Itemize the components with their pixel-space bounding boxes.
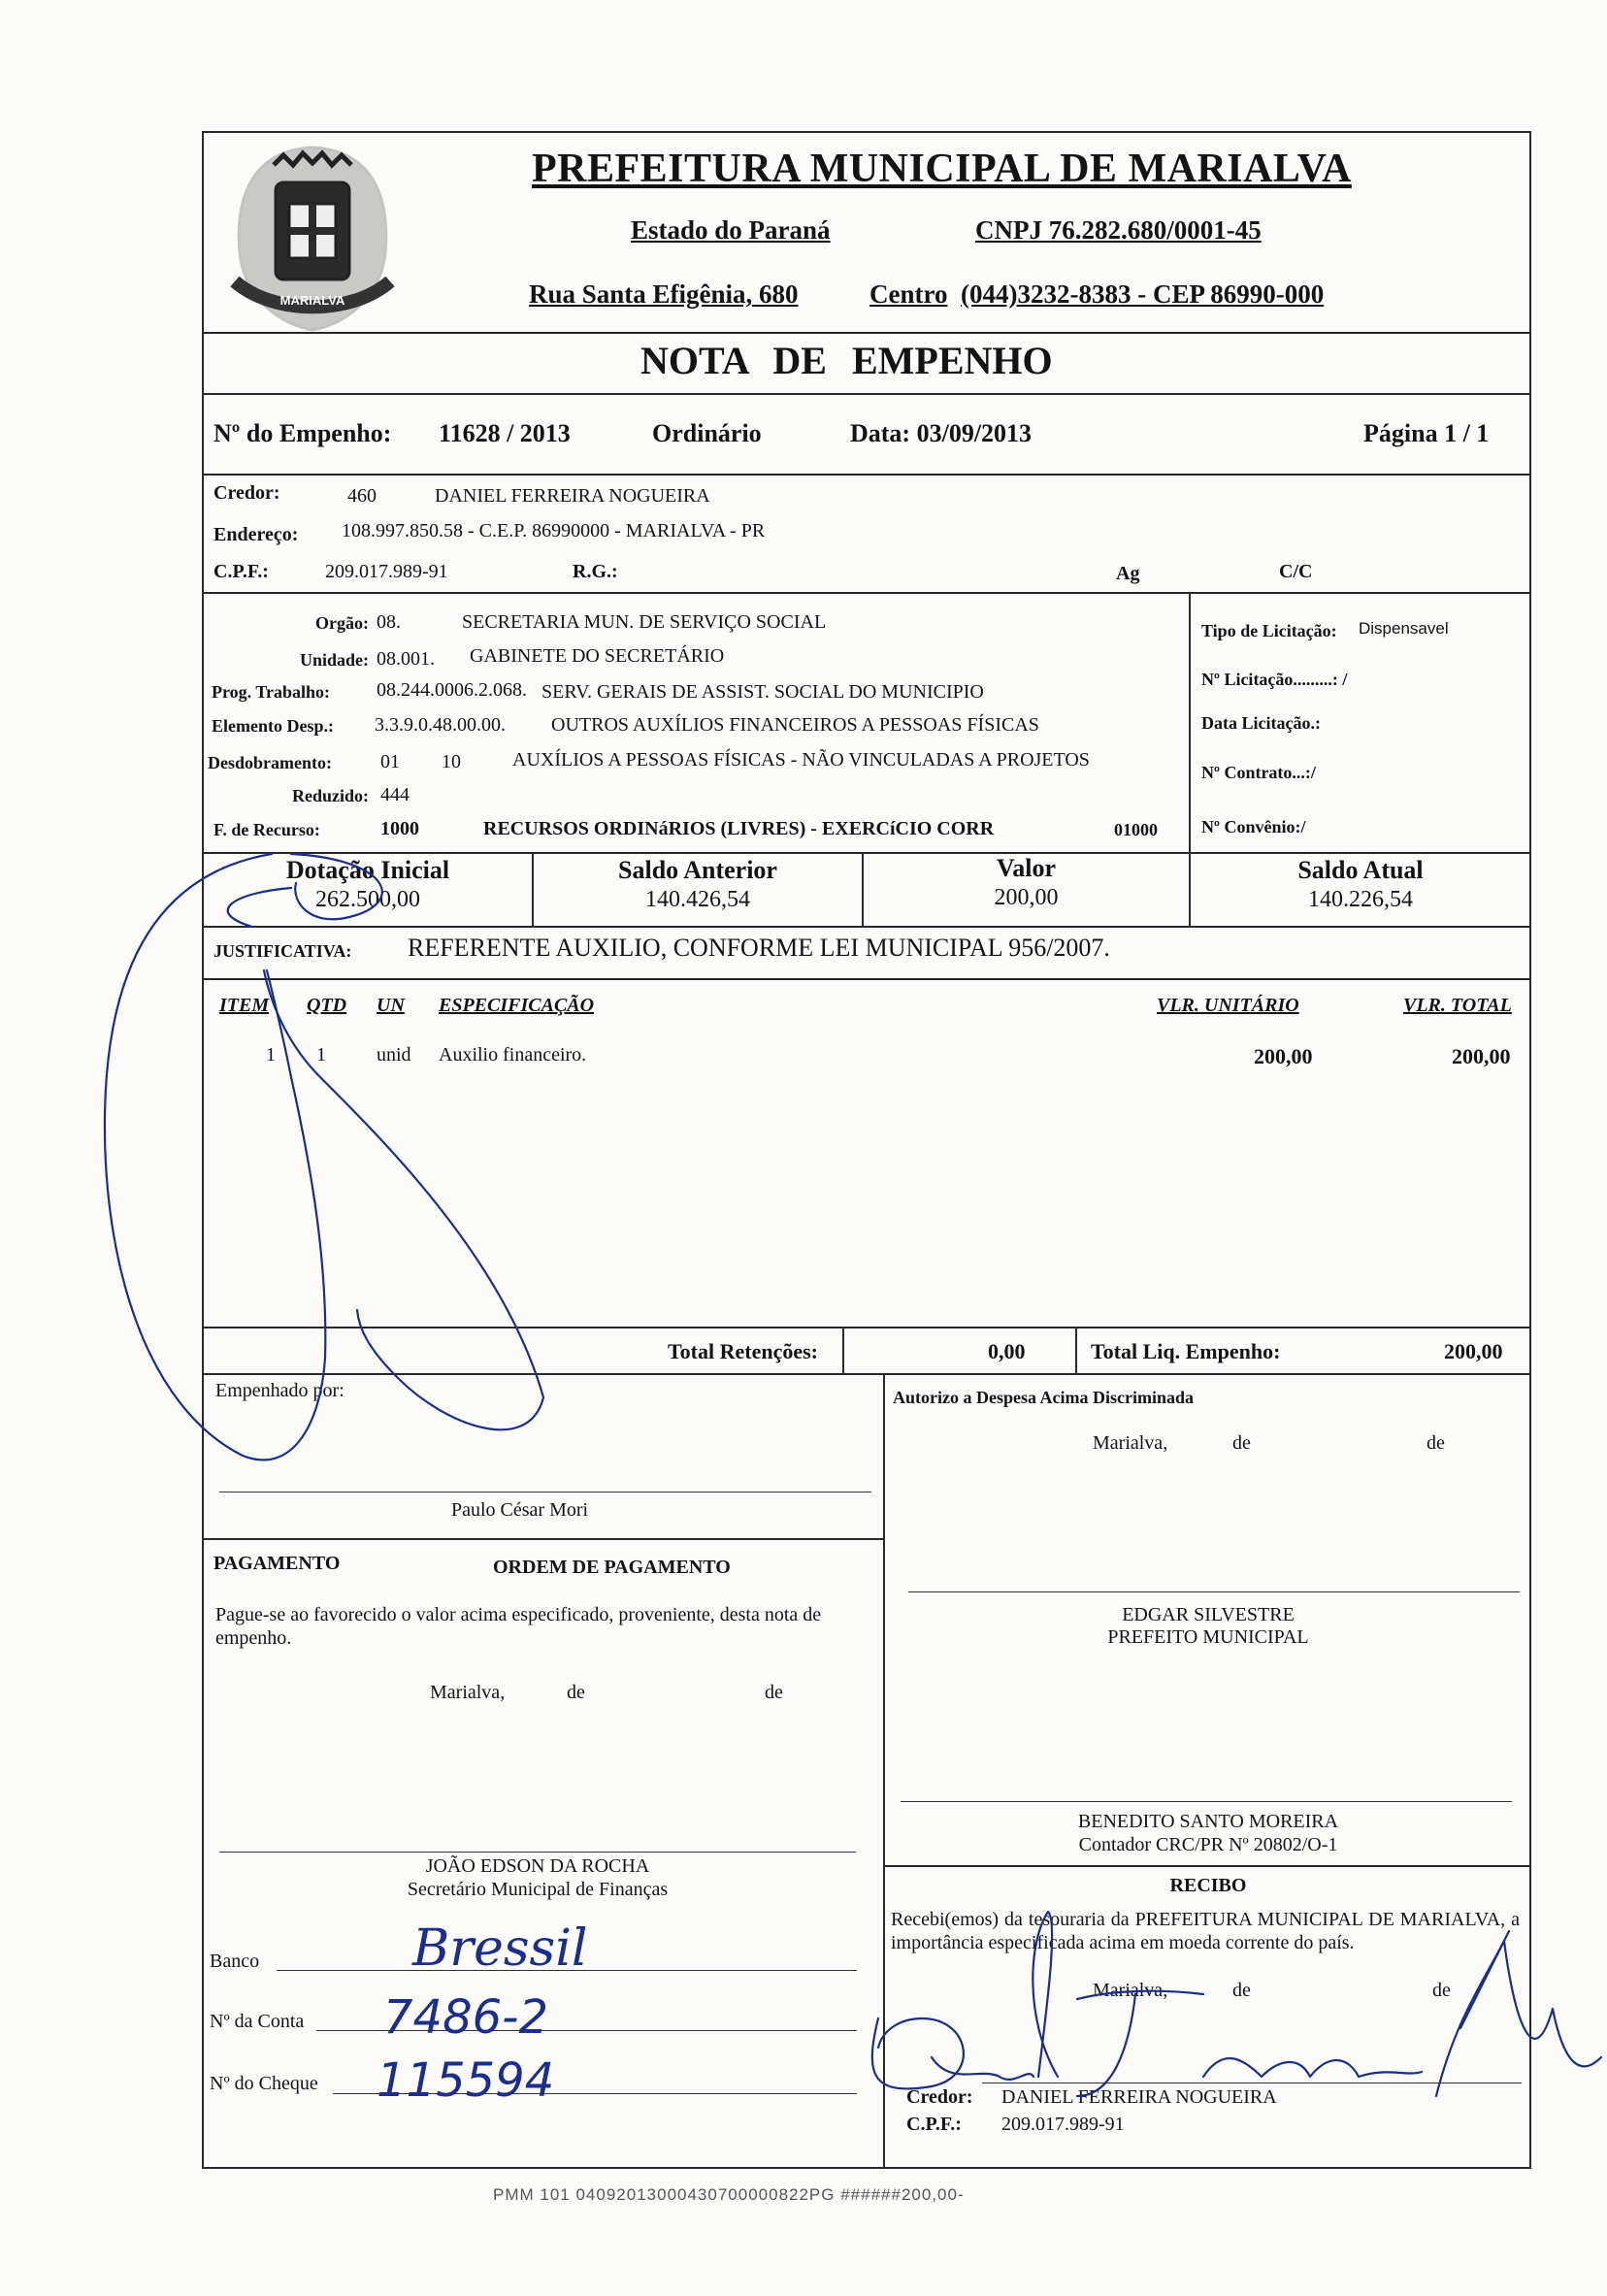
credor-nome: DANIEL FERREIRA NOGUEIRA — [435, 485, 710, 507]
recibo-de1: de — [1232, 1980, 1251, 2001]
valor: 200,00 — [994, 885, 1059, 910]
seal-text: MARIALVA — [279, 293, 345, 308]
cc-label: C/C — [1279, 561, 1313, 582]
pagamento-de2: de — [765, 1682, 783, 1703]
recurso: RECURSOS ORDINáRIOS (LIVRES) - EXERCíCIO CORR — [483, 818, 995, 839]
recurso-label: F. de Recurso: — [213, 820, 320, 839]
empenhado-nome: Paulo César Mori — [451, 1499, 589, 1521]
total-liq: 200,00 — [1444, 1339, 1503, 1363]
row-qtd: 1 — [316, 1044, 326, 1066]
recibo-credor-label: Credor: — [906, 2086, 973, 2108]
desdob: AUXÍLIOS A PESSOAS FÍSICAS - NÃO VINCULADAS A PROJETOS — [512, 749, 1090, 771]
justificativa-text: REFERENTE AUXILIO, CONFORME LEI MUNICIPAL 956/2007. — [408, 934, 1110, 962]
ordem-pagamento: ORDEM DE PAGAMENTO — [493, 1557, 731, 1578]
autorizo-de2: de — [1427, 1432, 1445, 1454]
total-retencoes-label: Total Retenções: — [668, 1339, 818, 1363]
data-licitacao: Data Licitação.: — [1201, 713, 1321, 733]
elemento: OUTROS AUXÍLIOS FINANCEIROS A PESSOAS FÍSICAS — [551, 714, 1039, 736]
prefeitura-title: PREFEITURA MUNICIPAL DE MARIALVA — [532, 147, 1352, 191]
banco-label: Banco — [210, 1951, 260, 1972]
recurso-cod: 1000 — [380, 818, 419, 839]
pagamento-de1: de — [567, 1682, 585, 1703]
recibo-cpf-label: C.P.F.: — [906, 2114, 962, 2135]
credor-cpf: 209.017.989-91 — [325, 561, 448, 582]
address: Rua Santa Efigênia, 680 — [529, 279, 799, 309]
pagamento-label: PAGAMENTO — [213, 1553, 341, 1574]
row-vlr-total: 200,00 — [1452, 1044, 1511, 1068]
handwritten-cheque: 115594 — [377, 2053, 555, 2108]
autorizo-local: Marialva, — [1093, 1432, 1168, 1454]
conta-label: Nº da Conta — [210, 2011, 305, 2032]
saldo-anterior: 140.426,54 — [645, 887, 750, 912]
total-liq-label: Total Liq. Empenho: — [1091, 1339, 1281, 1363]
col-especificacao: ESPECIFICAÇÃO — [439, 995, 595, 1016]
saldo-atual: 140.226,54 — [1308, 887, 1413, 912]
row-especificacao: Auxilio financeiro. — [439, 1044, 587, 1066]
prefeito-cargo: PREFEITO MUNICIPAL — [1107, 1626, 1309, 1648]
estado: Estado do Paraná — [631, 215, 831, 245]
col-qtd: QTD — [307, 995, 347, 1016]
endereco-label: Endereço: — [213, 524, 299, 545]
contador-cargo: Contador CRC/PR Nº 20802/O-1 — [1078, 1834, 1338, 1855]
prog-label: Prog. Trabalho: — [212, 682, 331, 702]
numero-contrato: Nº Contrato...:/ — [1201, 763, 1316, 782]
numero-convenio: Nº Convênio:/ — [1201, 817, 1306, 836]
empenho-number: 11628 / 2013 — [439, 419, 571, 447]
credor-endereco: 108.997.850.58 - C.E.P. 86990000 - MARIALVA - PR — [342, 520, 766, 541]
autorizo-de1: de — [1232, 1432, 1251, 1454]
row-item: 1 — [266, 1044, 276, 1066]
recibo-label: RECIBO — [1169, 1875, 1247, 1896]
tipo-licitacao: Dispensavel — [1359, 619, 1449, 638]
recibo-local: Marialva, — [1093, 1980, 1168, 2001]
unidade-cod: 08.001. — [377, 648, 435, 670]
cpf-label: C.P.F.: — [213, 561, 269, 582]
prefeito-nome: EDGAR SILVESTRE — [1122, 1604, 1295, 1625]
reduzido: 444 — [380, 784, 410, 805]
phone-cep: (044)3232-8383 - CEP 86990-000 — [961, 279, 1325, 309]
elemento-cod: 3.3.9.0.48.00.00. — [375, 714, 506, 736]
orgao-cod: 08. — [377, 611, 401, 633]
col-item: ITEM — [219, 995, 270, 1016]
doc-title: NOTA DE EMPENHO — [640, 339, 1053, 382]
handwritten-banco: Bressil — [412, 1919, 588, 1978]
orgao-label: Orgão: — [315, 613, 369, 633]
desdob-cod1: 01 — [380, 751, 400, 772]
recibo-credor: DANIEL FERREIRA NOGUEIRA — [1001, 2086, 1277, 2108]
empenho-tipo: Ordinário — [652, 419, 762, 447]
dotacao-inicial-label: Dotação Inicial — [285, 856, 450, 884]
empenho-label: Nº do Empenho: — [213, 419, 392, 447]
row-un: unid — [377, 1044, 411, 1066]
pagamento-local: Marialva, — [430, 1682, 506, 1703]
recibo-cpf: 209.017.989-91 — [1001, 2114, 1125, 2135]
elemento-label: Elemento Desp.: — [212, 716, 334, 736]
prog-cod: 08.244.0006.2.068. — [377, 679, 527, 701]
dotacao-inicial: 262.500,00 — [315, 887, 420, 912]
credor-codigo: 460 — [347, 485, 377, 507]
unidade: GABINETE DO SECRETÁRIO — [470, 645, 725, 667]
cnpj: CNPJ 76.282.680/0001-45 — [975, 215, 1262, 245]
credor-signature — [872, 1912, 1601, 2096]
micr-line: PMM 101 04092013000430700000822PG ######200,00- — [493, 2185, 965, 2204]
secretario-cargo: Secretário Municipal de Finanças — [407, 1879, 669, 1900]
autorizo-label: Autorizo a Despesa Acima Discriminada — [893, 1388, 1194, 1407]
recibo-texto: Recebi(emos) da tesouraria da PREFEITURA MUNICIPAL DE MARIALVA, a importância especificada acima em moeda corrente do país. — [891, 1909, 1520, 1953]
empenho-pagina: Página 1 / 1 — [1363, 419, 1490, 447]
contador-nome: BENEDITO SANTO MOREIRA — [1077, 1811, 1339, 1832]
secretario-nome: JOÃO EDSON DA ROCHA — [425, 1855, 650, 1877]
orgao: SECRETARIA MUN. DE SERVIÇO SOCIAL — [462, 611, 827, 633]
col-vlr-unitario: VLR. UNITÁRIO — [1157, 995, 1299, 1016]
saldo-atual-label: Saldo Atual — [1297, 856, 1424, 884]
saldo-anterior-label: Saldo Anterior — [618, 856, 777, 884]
tipo-licitacao-label: Tipo de Licitação: — [1201, 621, 1337, 640]
col-un: UN — [377, 995, 405, 1016]
empenhado-label: Empenhado por: — [215, 1380, 344, 1401]
total-retencoes: 0,00 — [988, 1339, 1026, 1363]
recibo-de2: de — [1432, 1980, 1451, 2001]
pagamento-texto: Pague-se ao favorecido o valor acima especificado, proveniente, desta nota de empenho. — [215, 1604, 822, 1649]
row-vlr-unitario: 200,00 — [1254, 1044, 1313, 1068]
handwritten-conta: 7486-2 — [383, 1990, 549, 2045]
numero-licitacao: Nº Licitação.........: / — [1201, 670, 1348, 689]
desdob-label: Desdobramento: — [208, 753, 332, 772]
rg-label: R.G.: — [573, 561, 618, 582]
justificativa-label: JUSTIFICATIVA: — [213, 941, 352, 961]
ag-label: Ag — [1116, 563, 1140, 584]
empenho-data: Data: 03/09/2013 — [850, 419, 1033, 447]
credor-label: Credor: — [213, 482, 280, 504]
col-vlr-total: VLR. TOTAL — [1403, 995, 1512, 1016]
recurso-num: 01000 — [1114, 820, 1158, 839]
prog: SERV. GERAIS DE ASSIST. SOCIAL DO MUNICIPIO — [541, 681, 984, 703]
unidade-label: Unidade: — [299, 650, 369, 670]
valor-label: Valor — [996, 854, 1057, 882]
desdob-cod2: 10 — [442, 751, 461, 772]
reduzido-label: Reduzido: — [291, 786, 369, 805]
cheque-label: Nº do Cheque — [210, 2073, 318, 2094]
bairro: Centro — [869, 279, 948, 309]
